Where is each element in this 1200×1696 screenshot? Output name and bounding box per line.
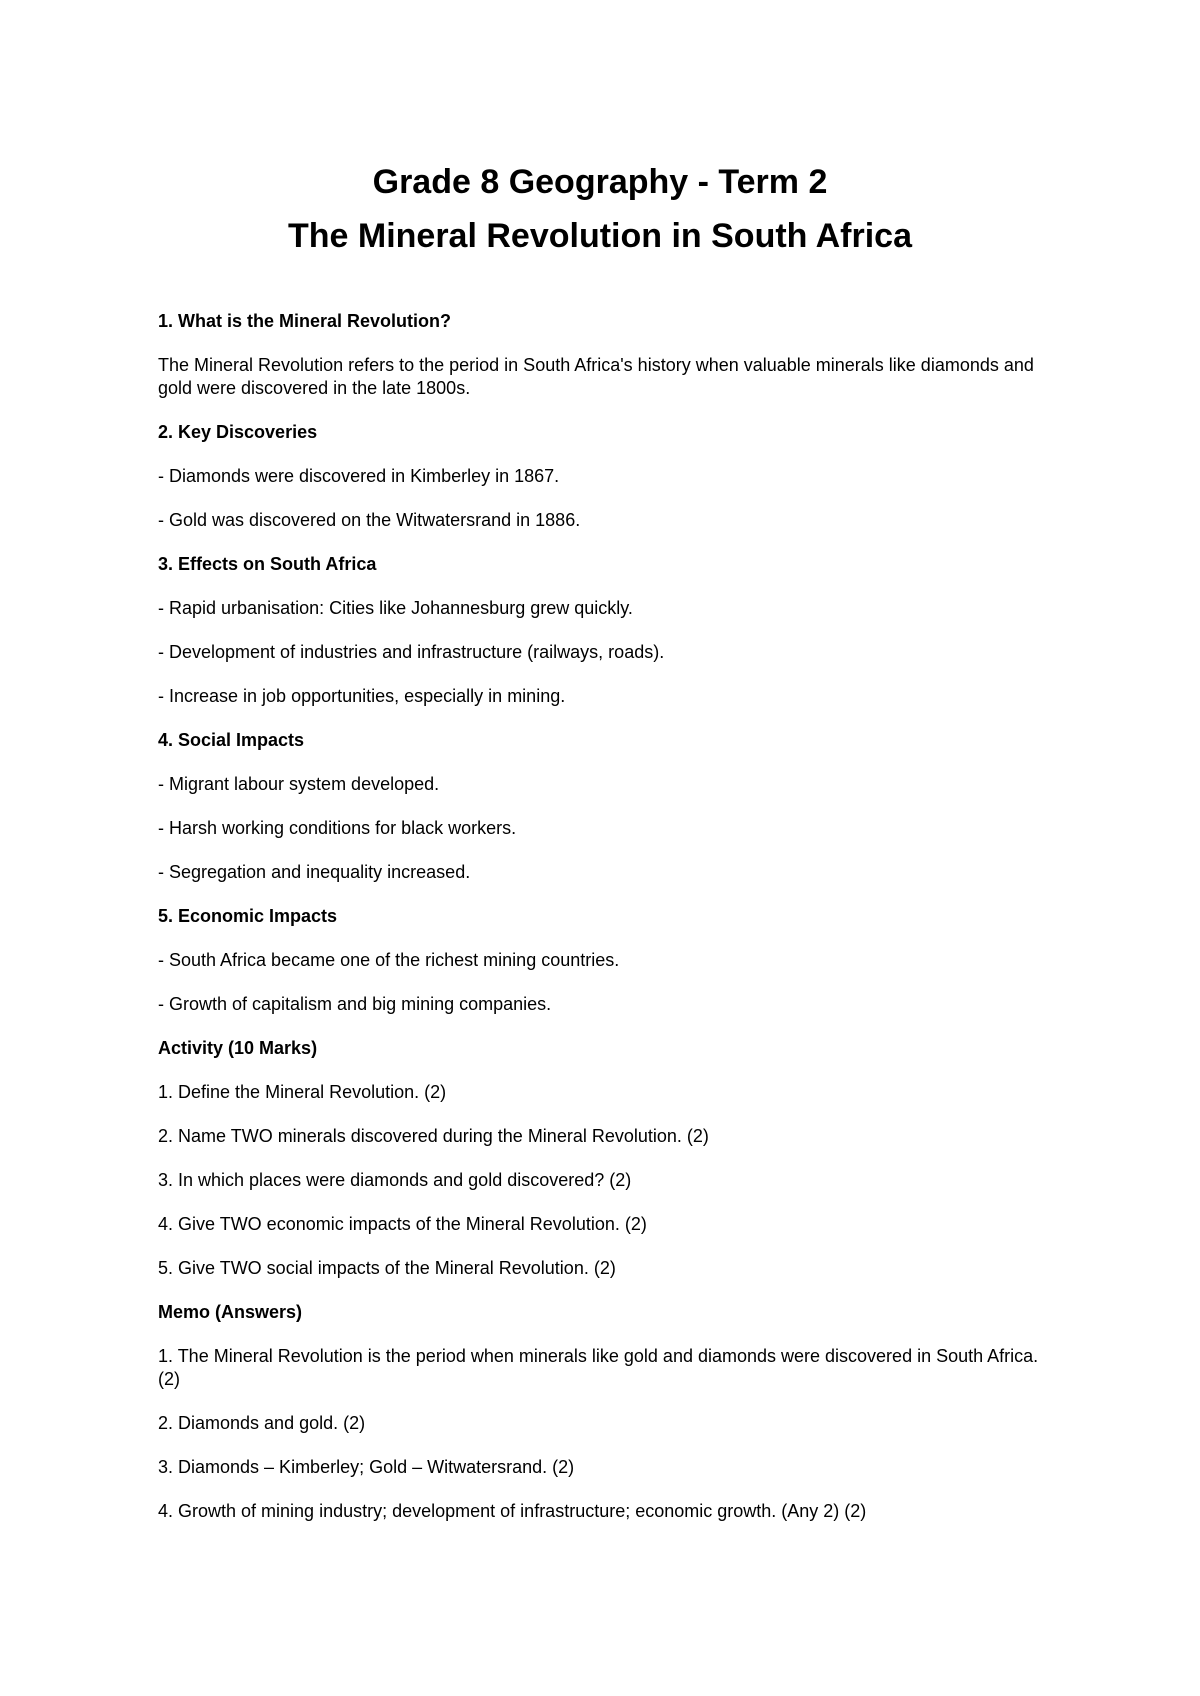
activity-heading: Activity (10 Marks) — [158, 1038, 318, 1058]
document-body — [158, 310, 1048, 1544]
bullet-item: - Development of industries and infrastructure (railways, roads). — [158, 642, 665, 662]
bullet-item: - Gold was discovered on the Witwatersrand in 1886. — [158, 510, 581, 530]
section-heading: 1. What is the Mineral Revolution? — [158, 311, 452, 331]
section-effects — [158, 553, 1048, 708]
section-heading: 2. Key Discoveries — [158, 422, 318, 442]
activity-question: 3. In which places were diamonds and gold discovered? (2) — [158, 1170, 632, 1190]
section-key-discoveries — [158, 421, 1048, 532]
section-economic-impacts — [158, 905, 1048, 1016]
bullet-item: - Increase in job opportunities, especially in mining. — [158, 686, 566, 706]
section-heading: 5. Economic Impacts — [158, 906, 338, 926]
document-subtitle: The Mineral Revolution in South Africa — [287, 217, 912, 255]
section-paragraph: The Mineral Revolution refers to the period in South Africa's history when valuable minerals like diamonds and gold were discovered in the late 1800s. — [158, 355, 1034, 398]
document-title: Grade 8 Geography - Term 2 — [372, 163, 828, 201]
bullet-item: - South Africa became one of the richest mining countries. — [158, 950, 620, 970]
section-heading: 3. Effects on South Africa — [158, 554, 377, 574]
section-heading: 4. Social Impacts — [158, 730, 305, 750]
bullet-item: - Segregation and inequality increased. — [158, 862, 471, 882]
bullet-item: - Growth of capitalism and big mining companies. — [158, 994, 552, 1014]
bullet-item: - Migrant labour system developed. — [158, 774, 440, 794]
memo-answer: 4. Growth of mining industry; development of infrastructure; economic growth. (Any 2) (2) — [158, 1501, 867, 1521]
bullet-item: - Harsh working conditions for black workers. — [158, 818, 517, 838]
memo-section — [158, 1301, 1048, 1523]
activity-question: 4. Give TWO economic impacts of the Mineral Revolution. (2) — [158, 1214, 647, 1234]
section-social-impacts — [158, 729, 1048, 884]
activity-question: 1. Define the Mineral Revolution. (2) — [158, 1082, 447, 1102]
section-what-is — [158, 310, 1048, 400]
memo-answer: 3. Diamonds – Kimberley; Gold – Witwatersrand. (2) — [158, 1457, 575, 1477]
activity-question: 2. Name TWO minerals discovered during the Mineral Revolution. (2) — [158, 1126, 709, 1146]
activity-question: 5. Give TWO social impacts of the Mineral Revolution. (2) — [158, 1258, 616, 1278]
bullet-item: - Rapid urbanisation: Cities like Johannesburg grew quickly. — [158, 598, 633, 618]
memo-answer: 1. The Mineral Revolution is the period when minerals like gold and diamonds were discovered in South Africa. (2) — [158, 1346, 1039, 1389]
memo-answer: 2. Diamonds and gold. (2) — [158, 1413, 366, 1433]
memo-heading: Memo (Answers) — [158, 1302, 303, 1322]
bullet-item: - Diamonds were discovered in Kimberley in 1867. — [158, 466, 560, 486]
activity-section — [158, 1037, 1048, 1280]
